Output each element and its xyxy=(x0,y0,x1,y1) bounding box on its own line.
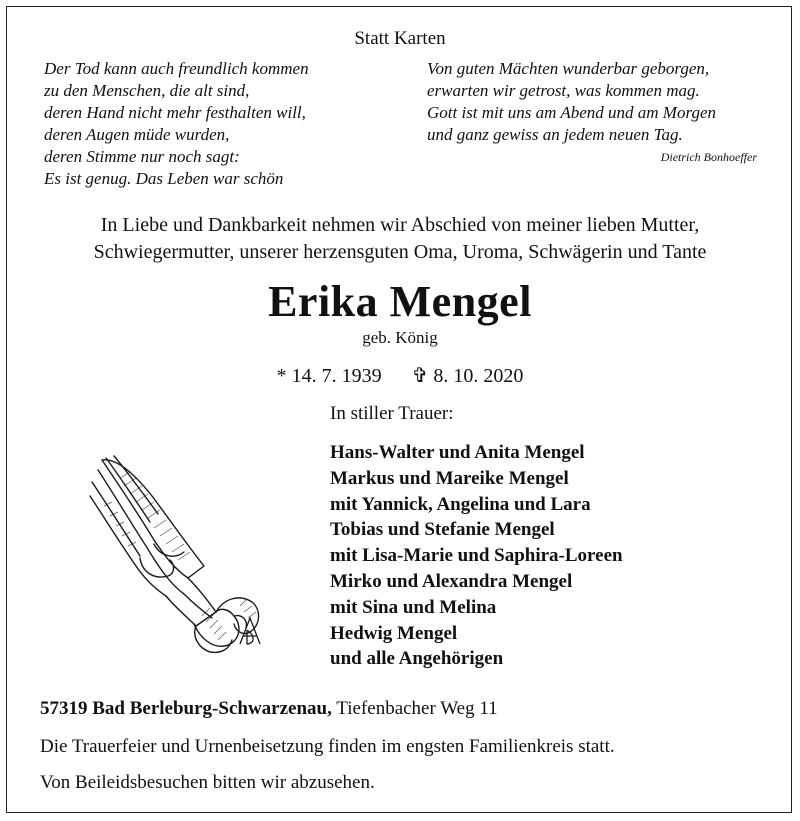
family-line: mit Yannick, Angelina und Lara xyxy=(330,493,591,515)
family-line: mit Sina und Melina xyxy=(330,596,497,618)
poem-line: Von guten Mächten wunderbar geborgen, xyxy=(427,59,710,78)
life-dates xyxy=(0,363,800,388)
family-line: Hans-Walter und Anita Mengel xyxy=(330,442,585,463)
poem-line: Der Tod kann auch freundlich kommen xyxy=(44,59,309,78)
poem-line: deren Stimme nur noch sagt: xyxy=(44,147,240,166)
deceased-name: Erika Mengel xyxy=(268,277,532,326)
praying-hands-icon xyxy=(84,448,274,658)
family-list xyxy=(330,440,623,672)
header-text: Statt Karten xyxy=(354,28,446,49)
intro-line: In Liebe und Dankbarkeit nehmen wir Abschied von meiner lieben Mutter, xyxy=(100,214,700,236)
ceremony-note: Die Trauerfeier und Urnenbeisetzung finden im engsten Familienkreis statt. xyxy=(40,736,615,757)
poem-line: erwarten wir getrost, was kommen mag. xyxy=(427,81,700,100)
poem-right xyxy=(427,58,716,146)
poem-line: deren Augen müde wurden, xyxy=(44,125,230,144)
poem-line: und ganz gewiss an jedem neuen Tag. xyxy=(427,125,683,144)
monogram-icon xyxy=(240,618,260,644)
birth-date: * 14. 7. 1939 xyxy=(276,365,382,387)
family-line: Hedwig Mengel xyxy=(330,622,458,644)
family-line: Tobias und Stefanie Mengel xyxy=(330,519,555,541)
death-date: ✞ 8. 10. 2020 xyxy=(411,365,524,387)
address-line xyxy=(40,698,498,720)
condolence-note: Von Beileidsbesuchen bitten wir abzusehen. xyxy=(40,772,375,793)
address-place: 57319 Bad Berleburg-Schwarzenau, xyxy=(40,698,332,719)
family-line: Markus und Mareike Mengel xyxy=(330,467,569,489)
poem-line: Es ist genug. Das Leben war schön xyxy=(44,169,284,188)
family-line: und alle Angehörigen xyxy=(330,648,504,670)
poem-author: Dietrich Bonhoeffer xyxy=(660,150,757,164)
mourning-label: In stiller Trauer: xyxy=(330,403,454,424)
intro-line: Schwiegermutter, unserer herzensguten Oma, Uroma, Schwägerin und Tante xyxy=(93,241,707,263)
address-street: Tiefenbacher Weg 11 xyxy=(336,698,498,719)
poem-left xyxy=(44,58,309,190)
poem-line: Gott ist mit uns am Abend und am Morgen xyxy=(427,103,716,122)
family-line: mit Lisa-Marie und Saphira-Loreen xyxy=(330,545,623,567)
poem-line: deren Hand nicht mehr festhalten will, xyxy=(44,103,306,122)
maiden-name: geb. König xyxy=(362,328,438,347)
intro-text xyxy=(0,212,800,266)
family-line: Mirko und Alexandra Mengel xyxy=(330,570,573,592)
poem-line: zu den Menschen, die alt sind, xyxy=(44,81,250,100)
